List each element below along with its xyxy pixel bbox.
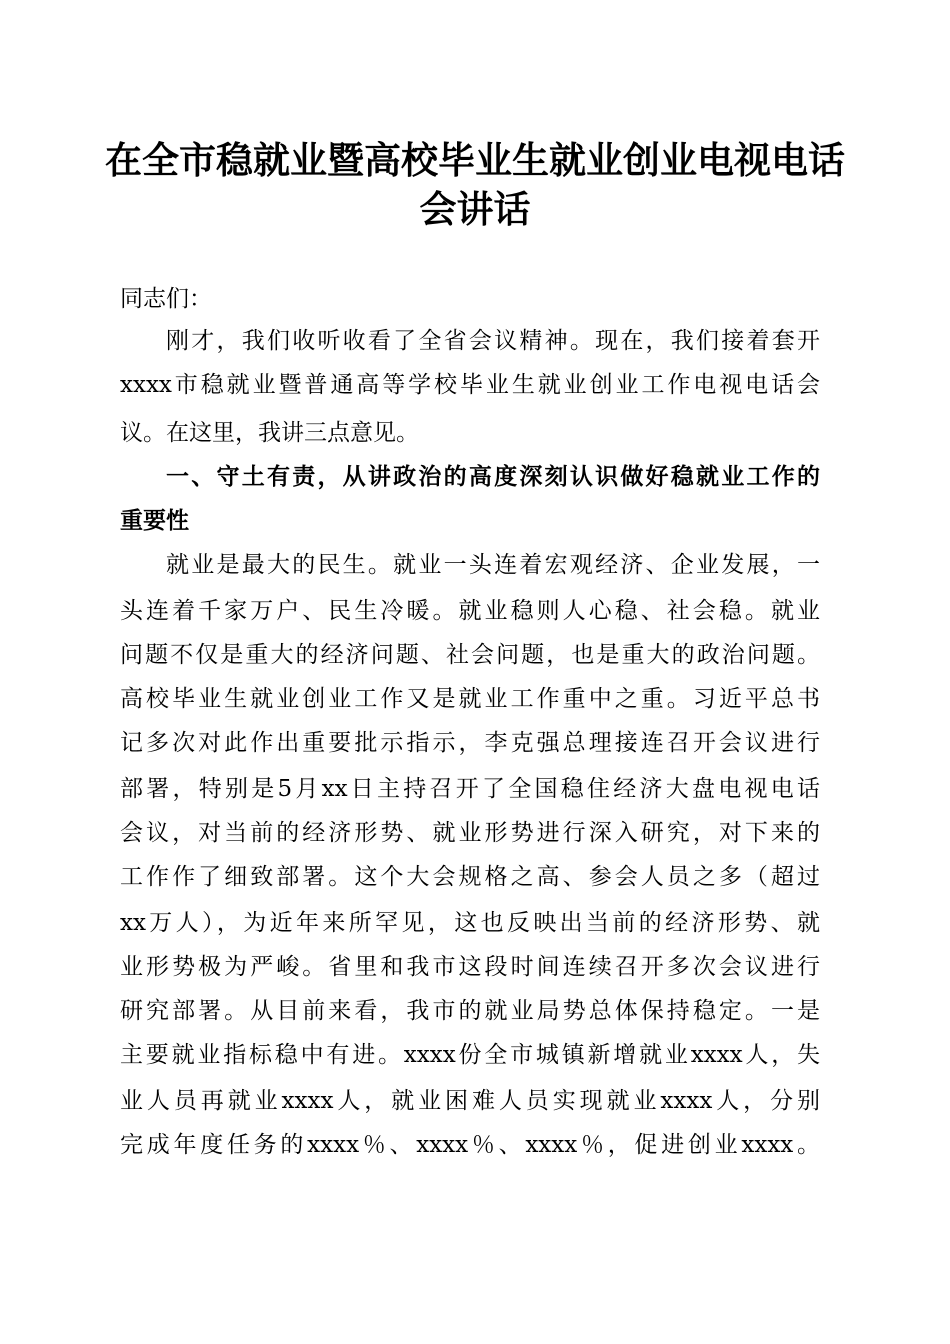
body-line: 工作作了细致部署。这个大会规格之高、参会人员之多（超过 — [120, 864, 820, 890]
body-line: 业人员再就业xxxx人，就业困难人员实现就业xxxx人，分别 — [120, 1088, 820, 1114]
intro-line: 议。在这里，我讲三点意见。 — [120, 420, 419, 446]
document-title: 在全市稳就业暨高校毕业生就业创业电视电话会讲话 — [105, 138, 845, 231]
intro-line: xxxx市稳就业暨普通高等学校毕业生就业创业工作电视电话会 — [120, 372, 820, 398]
body-line: 记多次对此作出重要批示指示，李克强总理接连召开会议进行 — [120, 730, 820, 756]
body-line: 问题不仅是重大的经济问题、社会问题，也是重大的政治问题。 — [120, 642, 820, 668]
body-line: 研究部署。从目前来看，我市的就业局势总体保持稳定。一是 — [120, 998, 820, 1024]
body-line: 业形势极为严峻。省里和我市这段时间连续召开多次会议进行 — [120, 954, 820, 980]
intro-line: 刚才，我们收听收看了全省会议精神。现在，我们接着套开 — [166, 328, 820, 354]
body-line: 完成年度任务的xxxx％、xxxx％、xxxx％，促进创业xxxx。 — [120, 1132, 820, 1158]
section-heading-1: 一、守土有责，从讲政治的高度深刻认识做好稳就业工作的 — [166, 464, 820, 490]
body-line: 会议，对当前的经济形势、就业形势进行深入研究，对下来的 — [120, 820, 820, 846]
section-heading-1: 重要性 — [120, 508, 189, 534]
body-line: xx万人），为近年来所罕见，这也反映出当前的经济形势、就 — [120, 910, 820, 936]
body-line: 主要就业指标稳中有进。xxxx份全市城镇新增就业xxxx人，失 — [120, 1042, 820, 1068]
body-line: 高校毕业生就业创业工作又是就业工作重中之重。习近平总书 — [120, 686, 820, 712]
body-line: 部署，特别是5月xx日主持召开了全国稳住经济大盘电视电话 — [120, 776, 820, 802]
body-line: 就业是最大的民生。就业一头连着宏观经济、企业发展，一 — [166, 552, 820, 578]
salutation: 同志们： — [120, 286, 212, 312]
body-line: 头连着千家万户、民生冷暖。就业稳则人心稳、社会稳。就业 — [120, 598, 820, 624]
